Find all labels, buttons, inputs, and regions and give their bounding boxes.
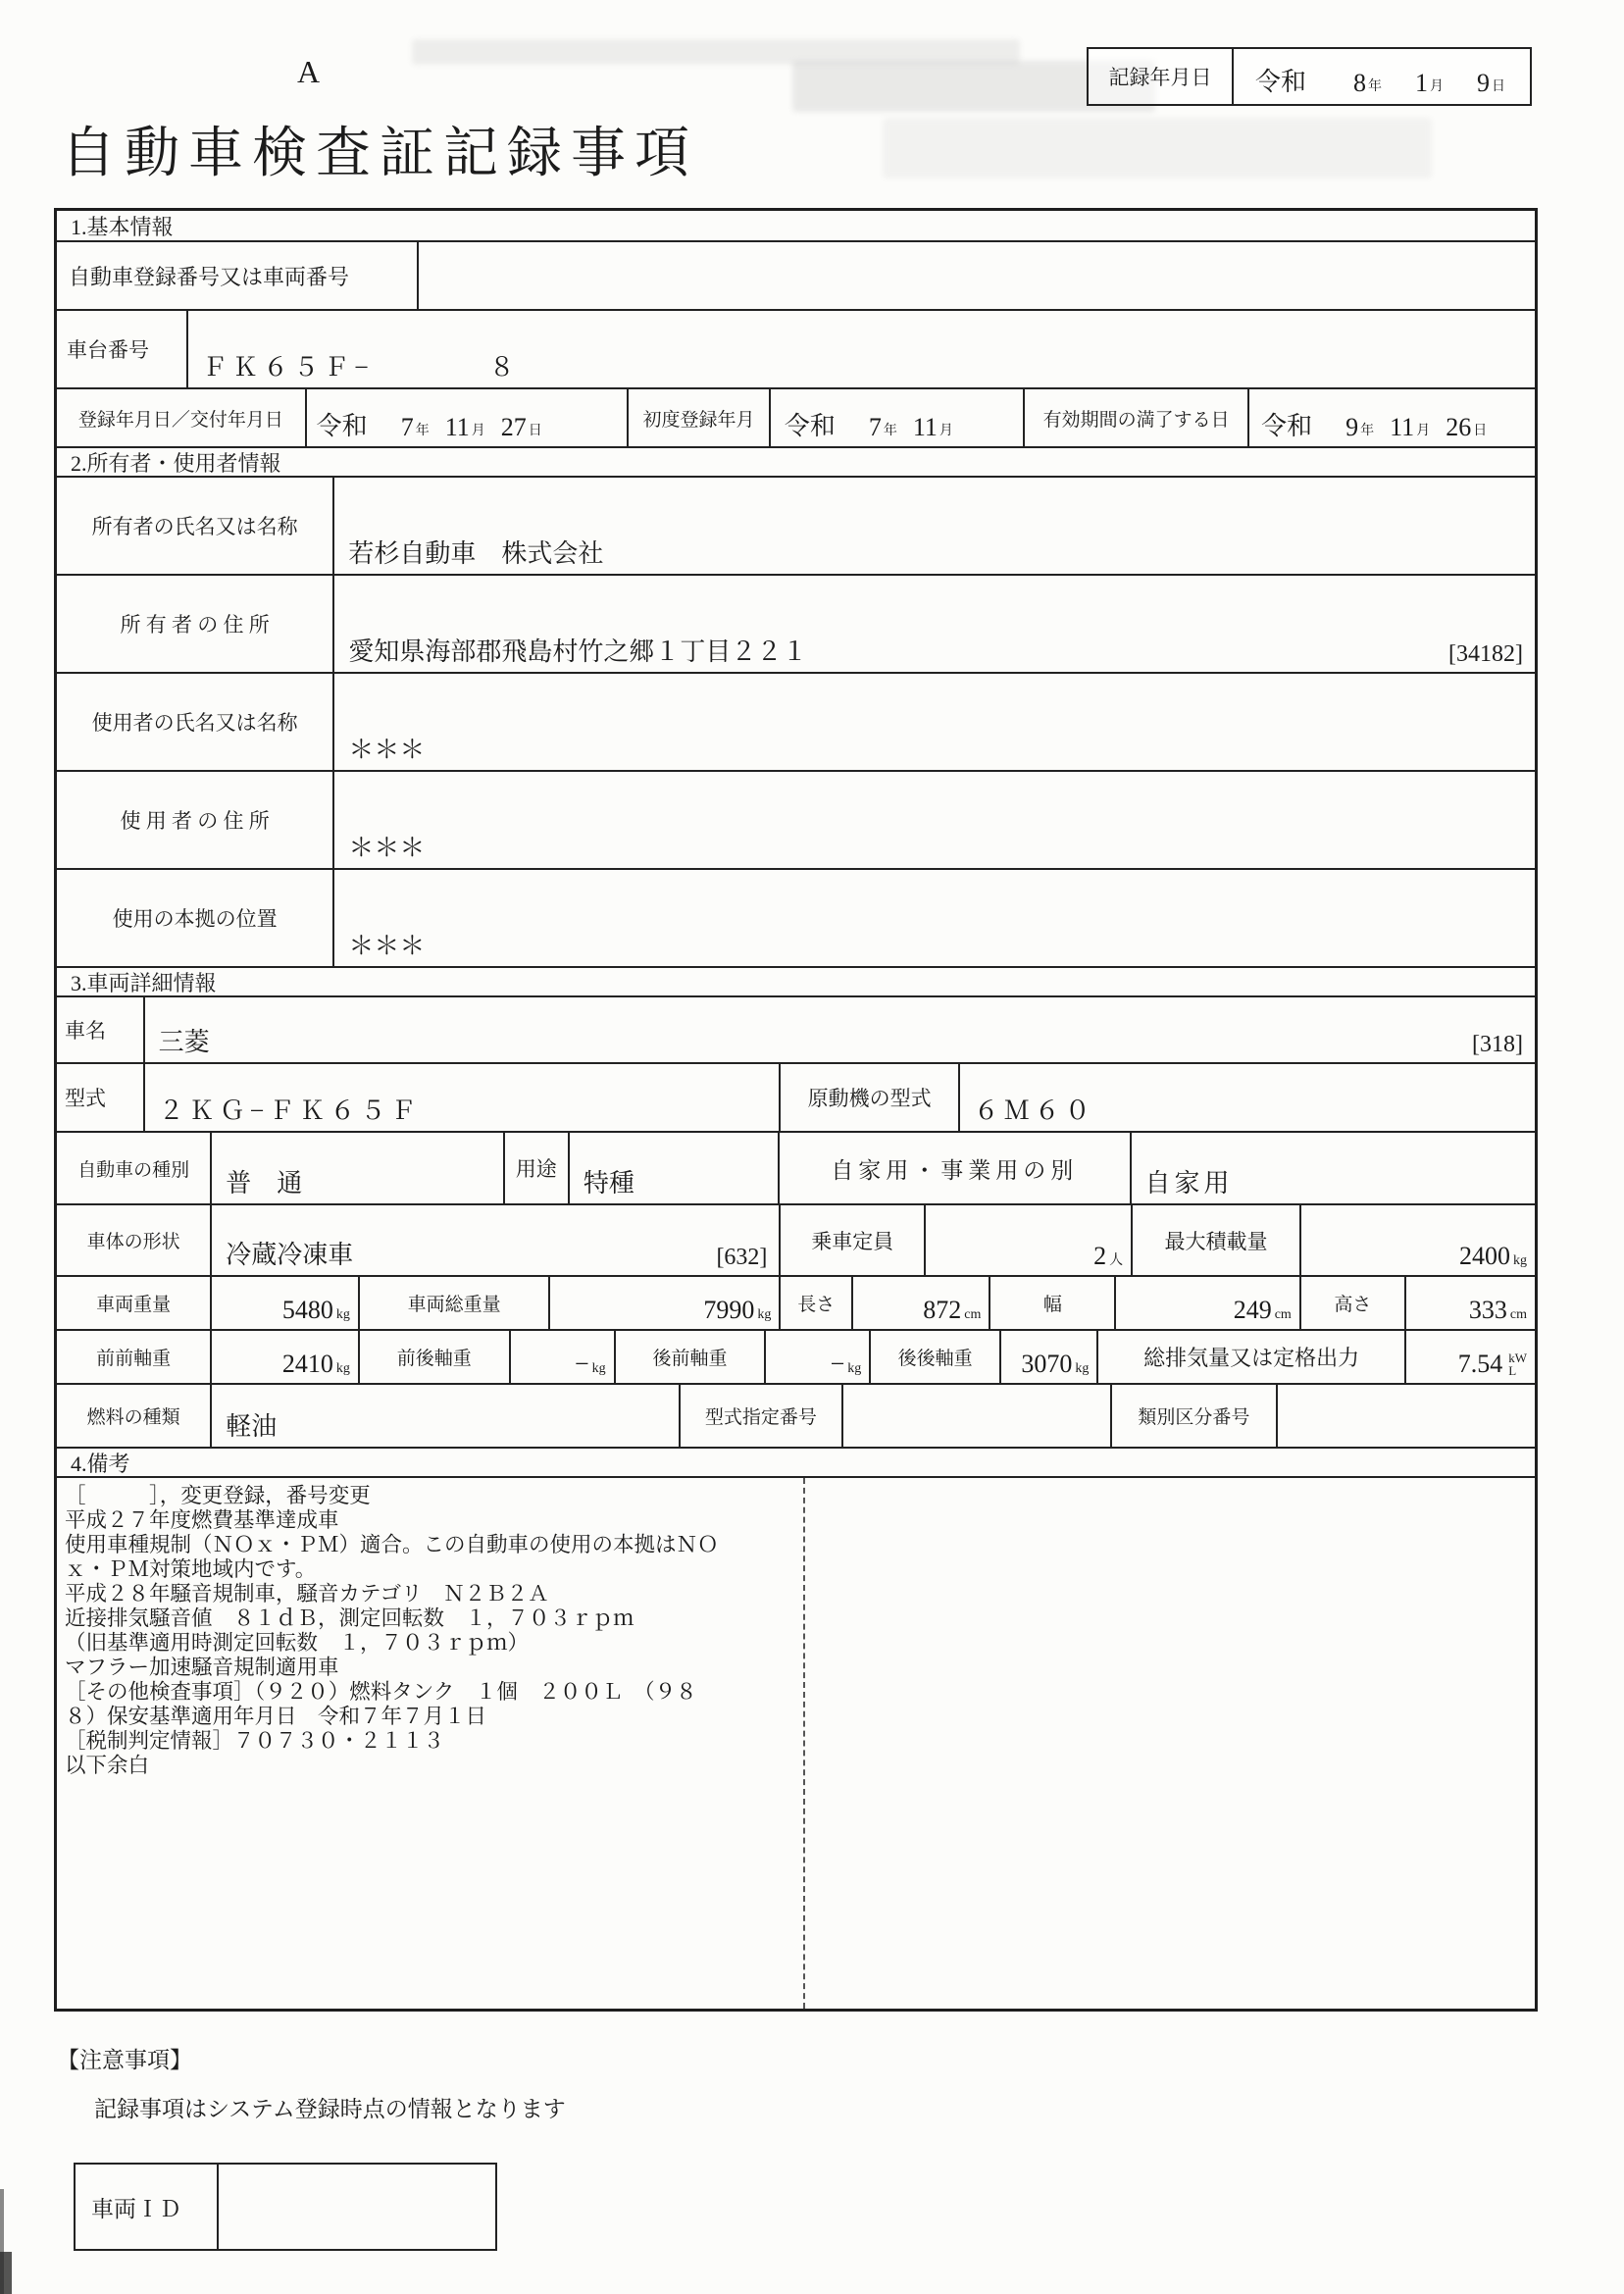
remark-line: ［その他検査事項］（９２０）燃料タンク １個 ２００Ｌ （９８	[65, 1680, 697, 1704]
owner-name-value: 若杉自動車 株式会社	[348, 539, 604, 568]
height-label: 高さ	[1301, 1277, 1406, 1329]
remark-line: 平成２８年騒音規制車，騒音カテゴリ Ｎ２Ｂ２Ａ	[65, 1582, 549, 1606]
type-designation-label: 型式指定番号	[681, 1385, 843, 1447]
type-designation-value	[843, 1385, 1112, 1447]
vehicle-weight-value: 5480 kg	[212, 1277, 360, 1329]
section2-heading: 2.所有者・使用者情報	[57, 446, 1535, 476]
remark-line: 以下余白	[65, 1754, 150, 1777]
first-registration-label: 初度登録年月	[629, 389, 771, 446]
vehicle-id-label: 車両ＩＤ	[76, 2165, 219, 2249]
width-label: 幅	[990, 1277, 1116, 1329]
plate-number-value	[419, 242, 1535, 309]
engine-model-label: 原動機の型式	[781, 1064, 959, 1131]
height-value: 333 cm	[1468, 1296, 1527, 1324]
vehicle-id-value	[219, 2165, 495, 2249]
remark-line: 平成２７年度燃費基準達成車	[65, 1508, 339, 1532]
registration-date-label: 登録年月日／交付年月日	[57, 389, 307, 446]
page-corner-mark: A	[297, 54, 321, 89]
car-name-value: 三菱 [318]	[158, 1028, 1523, 1057]
user-address-label: 使 用 者 の 住 所	[57, 772, 334, 868]
record-date-value: 令和 8 年 1 月 9 日	[1255, 68, 1506, 97]
plate-number-label: 自動車登録番号又は車両番号	[57, 242, 419, 309]
chassis-number-value: ＦＫ６５Ｆ− ８	[202, 353, 515, 382]
axle-rear-rear-value: 3070 kg	[1001, 1331, 1098, 1383]
seating-capacity-label: 乗車定員	[781, 1205, 926, 1275]
private-business-value: 自家用	[1144, 1169, 1234, 1198]
record-date-label: 記録年月日	[1089, 49, 1234, 104]
model-label: 型式	[57, 1064, 145, 1131]
vehicle-id-box	[74, 2163, 497, 2251]
base-location-label: 使用の本拠の位置	[57, 870, 334, 966]
notice-heading: 【注意事項】	[57, 2048, 192, 2072]
scan-artifact	[0, 2252, 12, 2294]
length-label: 長さ	[781, 1277, 853, 1329]
fuel-type-value: 軽油	[212, 1385, 681, 1447]
fuel-type-label: 燃料の種類	[57, 1385, 212, 1447]
use-type-label: 用途	[505, 1133, 570, 1203]
remark-line: 近接排気騒音値 ８１ｄＢ，測定回転数 １，７０３ｒｐｍ	[65, 1606, 634, 1630]
displacement-label: 総排気量又は定格出力	[1098, 1331, 1405, 1383]
expiry-date-label: 有効期間の満了する日	[1025, 389, 1249, 446]
remark-line: マフラー加速騒音規制適用車	[65, 1656, 339, 1679]
registration-date-value: 令和 7 年 11 月 27 日	[307, 389, 630, 446]
axle-front-front-label: 前前軸重	[57, 1331, 212, 1383]
section1-heading: 1.基本情報	[71, 214, 174, 239]
remark-line: ｘ・ＰＭ対策地域内です。	[65, 1557, 317, 1581]
remark-line: ［税制判定情報］７０７３０・２１１３	[65, 1729, 445, 1753]
user-name-value: ＊＊＊	[348, 736, 426, 764]
remark-line: 使用車種規制（ＮＯｘ・ＰＭ）適合。この自動車の使用の本拠はＮＯ	[65, 1533, 719, 1556]
remarks-empty-column	[805, 1478, 1535, 2009]
axle-front-rear-value: − kg	[511, 1331, 616, 1383]
expiry-date-value: 令和 9 年 11 月 26 日	[1261, 412, 1488, 441]
page-title: 自動車検査証記録事項	[61, 124, 698, 184]
car-name-label: 車名	[57, 997, 145, 1062]
axle-front-front-value: 2410 kg	[212, 1331, 360, 1383]
section4-heading: 4.備考	[57, 1447, 1535, 1476]
engine-model-value: ６Ｍ６０	[973, 1096, 1095, 1125]
private-business-label: 自家用・事業用の別	[780, 1133, 1132, 1203]
use-type-value: 特種	[570, 1133, 780, 1203]
owner-address-label: 所 有 者 の 住 所	[57, 576, 334, 672]
remarks-text	[57, 1478, 805, 2009]
axle-rear-rear-label: 後後軸重	[871, 1331, 1001, 1383]
class-number-value	[1278, 1385, 1535, 1447]
remark-line: （旧基準適用時測定回転数 １，７０３ｒｐｍ）	[65, 1631, 530, 1655]
seating-capacity-value: 2 人	[926, 1205, 1133, 1275]
axle-rear-front-label: 後前軸重	[616, 1331, 767, 1383]
remark-line: ８）保安基準適用年月日 令和７年７月１日	[65, 1705, 487, 1728]
gross-weight-label: 車両総重量	[360, 1277, 550, 1329]
max-load-label: 最大積載量	[1133, 1205, 1301, 1275]
length-value: 872 cm	[853, 1277, 990, 1329]
width-value: 249 cm	[1116, 1277, 1300, 1329]
user-name-label: 使用者の氏名又は名称	[57, 674, 334, 770]
main-table	[54, 208, 1538, 2012]
vehicle-kind-label: 自動車の種別	[57, 1133, 212, 1203]
axle-front-rear-label: 前後軸重	[360, 1331, 511, 1383]
section3-heading: 3.車両詳細情報	[57, 966, 1535, 995]
record-date-box	[1087, 47, 1532, 106]
body-shape-value: 冷蔵冷凍車 [632]	[212, 1205, 781, 1275]
first-registration-value: 令和 7 年 11 月	[771, 389, 1025, 446]
remark-line: ［ ］，変更登録，番号変更	[65, 1484, 371, 1507]
base-location-value: ＊＊＊	[348, 932, 426, 960]
notice-text: 記録事項はシステム登録時点の情報となります	[94, 2097, 566, 2121]
axle-rear-front-value: − kg	[766, 1331, 871, 1383]
max-load-value: 2400 kg	[1459, 1242, 1527, 1270]
user-address-value: ＊＊＊	[348, 834, 426, 862]
model-value: ２ＫＧ−ＦＫ６５Ｆ	[145, 1064, 782, 1131]
gross-weight-value: 7990 kg	[550, 1277, 781, 1329]
body-shape-label: 車体の形状	[57, 1205, 212, 1275]
owner-address-value: 愛知県海部郡飛島村竹之郷１丁目２２１ [34182]	[348, 637, 1523, 667]
kw-l-unit: kW L	[1508, 1351, 1527, 1378]
vehicle-weight-label: 車両重量	[57, 1277, 212, 1329]
owner-name-label: 所有者の氏名又は名称	[57, 478, 334, 574]
scan-artifact	[883, 118, 1432, 178]
displacement-value: 7.54 kW L	[1457, 1350, 1527, 1378]
class-number-label: 類別区分番号	[1112, 1385, 1278, 1447]
vehicle-kind-value: 普 通	[212, 1133, 504, 1203]
chassis-number-label: 車台番号	[57, 311, 188, 387]
